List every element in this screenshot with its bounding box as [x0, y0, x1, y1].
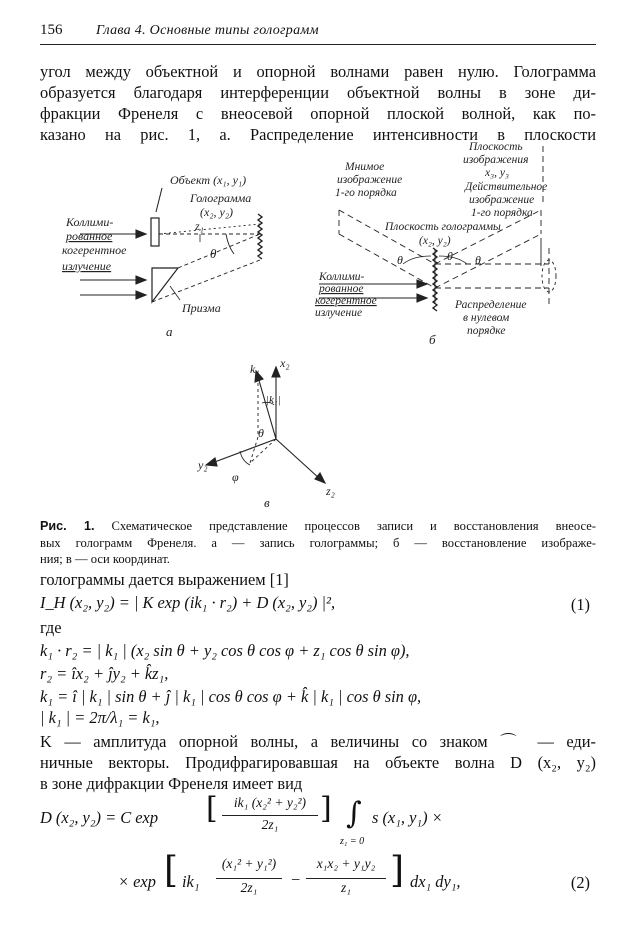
text-line: в зоне дифракции Френеля имеет вид — [40, 774, 303, 793]
caption-line: ния; в — оси координат. — [40, 552, 170, 566]
prism-label: Призма — [182, 301, 221, 315]
object-beam — [159, 224, 260, 234]
equation-k1: k₁ = î | k₁ | sin θ + ĵ | k₁ | cos θ cos φ + k̂ | k₁ | cos θ sin φ, — [40, 687, 422, 706]
figure-a — [40, 150, 310, 350]
caption-lead: Рис. 1. — [40, 519, 95, 533]
real-line: Действительное — [465, 181, 548, 193]
intro-line: фракции Френеля с внеосевой опорной плоской волной, как по- — [40, 104, 596, 123]
eq2-integrand: s (x₁, y₁) × — [372, 808, 443, 827]
prism-leader — [170, 286, 180, 300]
equation-1: I_H (x₂, y₂) = | K exp (ik₁ · r₂) + D (x₂, y₂) |², — [40, 593, 336, 612]
real-line: 1-го порядка — [471, 207, 533, 219]
angle-left: θ — [397, 253, 403, 267]
input-line: рованное — [66, 229, 113, 243]
z2-axis — [276, 439, 320, 479]
fraction-numerator: ik₁ (x₂² + y₂²) — [233, 795, 307, 810]
zero-order-line: порядке — [467, 325, 506, 337]
equation-r2: r₂ = îx₂ + ĵy₂ + k̂z₁, — [40, 664, 169, 683]
phi-arc — [240, 451, 250, 465]
prism-shape — [152, 268, 178, 302]
angle-arc — [403, 256, 431, 264]
after-figure-text: голограммы дается выражением [1] — [40, 570, 289, 589]
virtual-line: 1-го порядка — [335, 187, 397, 199]
virtual-line: Мнимое — [345, 161, 385, 173]
input-line: когерентное — [62, 243, 127, 257]
theta-label: θ — [258, 426, 264, 440]
y2-arrowhead — [206, 458, 217, 466]
text-line: ничные векторы. Продифрагировавшая на объекте волна D (x₂, y₂) — [40, 753, 596, 772]
eq2-lhs: D (x₂, y₂) = C exp — [40, 808, 159, 827]
fraction-numerator: x₁x₂ + y₁y₂ — [316, 856, 376, 871]
intro-line: угол между объектной и опорной волнами равен нулю. Голограмма — [40, 62, 596, 81]
input-line: когерентное — [315, 295, 377, 307]
fraction-denominator: 2z₁ — [261, 817, 279, 832]
object-transparency — [151, 218, 159, 246]
hologram-label: Голограмма — [190, 191, 252, 205]
hologram-coords: (x₂, y₂) — [200, 205, 233, 219]
k1-projection — [250, 437, 258, 463]
eq2-differentials: dx₁ dy₁, — [410, 872, 461, 891]
hologram-plane-label: Плоскость голограммы — [385, 221, 501, 233]
zero-order-ellipse — [542, 260, 556, 292]
fraction-bar — [216, 878, 282, 879]
angle-right: θ — [475, 253, 481, 267]
running-title: Глава 4. Основные типы голограмм — [96, 23, 319, 38]
y2-label: y₂ — [198, 458, 208, 472]
bracket-open: [ — [164, 850, 179, 891]
object-leader — [156, 188, 162, 212]
panel-letter-c: в — [264, 495, 270, 510]
fraction-bar — [222, 815, 318, 816]
hologram-plane-coords: (x₂, y₂) — [419, 235, 451, 247]
minus-sign: − — [290, 870, 302, 889]
y2-axis — [212, 439, 276, 463]
angle-arc — [226, 234, 234, 254]
input-line: излучение — [315, 307, 363, 319]
hologram-plate — [258, 214, 262, 259]
intro-line: казано на рис. 1, a. Распределение интенсивности в плоскости — [40, 125, 596, 144]
bracket-open: [ — [206, 791, 218, 826]
figure-c — [180, 355, 380, 515]
input-line: излучение — [62, 259, 112, 273]
caption-line: Схематическое представление процессов записи и восстановления внеосе- — [111, 519, 596, 533]
panel-letter-a: а — [166, 324, 173, 339]
integral-sign: ∫ — [346, 796, 362, 831]
input-line: Коллими- — [66, 215, 114, 229]
equation-abs-k1: | k₁ | = 2π/λ₁ = k₁, — [40, 708, 160, 727]
figure-b — [305, 138, 595, 350]
z2-arrowhead — [315, 473, 325, 483]
x2-label: x₂ — [280, 356, 290, 370]
reference-beam — [178, 234, 260, 268]
integral-lower-limit: z₁ = 0 — [340, 836, 365, 847]
virtual-line: изображение — [337, 174, 403, 186]
bracket-close: ] — [390, 850, 405, 891]
image-plane-line: Плоскость — [469, 141, 523, 153]
equation-dot-product: k₁ · r₂ = | k₁ | (x₂ sin θ + y₂ cos θ cos φ + z₁ cos θ sin φ), — [40, 641, 410, 660]
fraction-numerator: (x₁² + y₁²) — [221, 856, 277, 871]
image-plane-line: изображения — [463, 154, 529, 166]
zero-order-line: в нулевом — [463, 312, 510, 324]
phi-label: φ — [232, 470, 239, 484]
fraction-denominator: 2z₁ — [240, 880, 258, 895]
distance-label: z₁ — [195, 219, 204, 233]
z2-label: z₂ — [326, 484, 335, 498]
input-line: Коллими- — [319, 271, 365, 283]
x2-arrowhead — [272, 367, 280, 377]
page-number: 156 — [40, 22, 63, 38]
angle-label: θ — [210, 246, 217, 261]
caption-line: вых голограмм Френеля. а — запись голограммы; б — восстановление изображе- — [40, 535, 596, 550]
equation-1-number: (1) — [570, 595, 590, 614]
abs-k1-label: |k₁| — [266, 394, 281, 406]
bracket-close: ] — [320, 791, 332, 826]
angle-arc — [439, 256, 467, 264]
real-line: изображение — [469, 194, 535, 206]
angle-mid: θ — [447, 249, 453, 263]
image-plane-line: x₃, y₃ — [485, 167, 509, 179]
k1-label: k₁ — [250, 362, 260, 376]
panel-letter-b: б — [429, 332, 436, 347]
equation-2-number: (2) — [570, 873, 590, 892]
zero-order-line: Распределение — [455, 299, 527, 311]
object-label: Объект (x₁, y₁) — [170, 173, 247, 187]
where-word: где — [40, 618, 62, 637]
fraction-bar — [306, 878, 386, 879]
text-line: K — амплитуда опорной волны, а величины со знаком ⌒ — еди- — [40, 732, 596, 751]
figure-caption — [40, 518, 596, 568]
fraction-denominator: z₁ — [341, 880, 351, 895]
input-line: рованное — [319, 283, 364, 295]
intro-line: образуется благодаря интерференции объектной волны в зоне ди- — [40, 83, 596, 102]
eq2-ik: ik₁ — [182, 872, 200, 891]
running-header — [40, 22, 596, 45]
eq2-exp: × exp — [118, 872, 156, 891]
